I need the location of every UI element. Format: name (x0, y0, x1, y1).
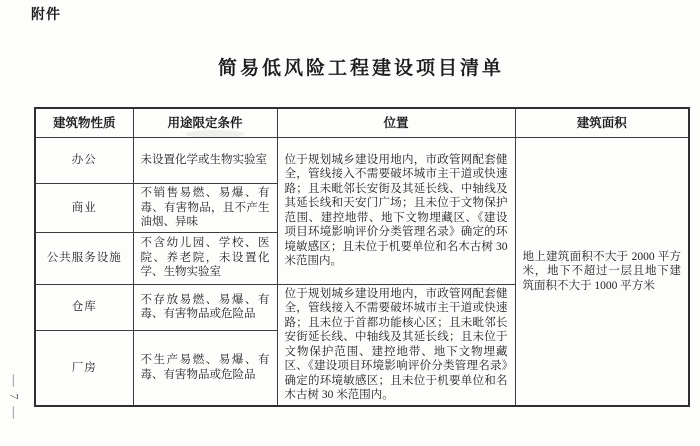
table-row (35, 138, 689, 184)
cell-nature-commercial: 商业 (35, 184, 133, 233)
cell-condition-office: 未设置化学或生物实验室 (133, 138, 277, 184)
cell-condition-commercial: 不销售易燃、易爆、有毒、有害物品，且不产生油烟、异味 (133, 184, 277, 233)
cell-condition-factory: 不生产易燃、易爆、有毒、有害物品或危险品 (133, 331, 277, 406)
cell-condition-public-service: 不含幼儿园、学校、医院、养老院，未设置化学、生物实验室 (133, 232, 277, 284)
cell-nature-public-service: 公共服务设施 (35, 232, 133, 284)
header-location: 位置 (277, 108, 515, 138)
cell-nature-factory: 厂房 (35, 331, 133, 406)
header-building-nature: 建筑物性质 (35, 108, 133, 138)
cell-building-area: 地上建筑面积不大于 2000 平方米，地下不超过一层且地下建筑面积不大于 1000 平方米 (515, 138, 689, 406)
document-title: 简易低风险工程建设项目清单 (217, 58, 504, 79)
cell-condition-warehouse: 不存放易燃、易爆、有毒、有害物品或危险品 (133, 284, 277, 331)
attachment-label: 附件 (31, 8, 61, 23)
page-number: — 7 — (7, 374, 22, 421)
table-header-row (35, 108, 689, 138)
cell-nature-office: 办公 (35, 138, 133, 184)
header-building-area: 建筑面积 (515, 108, 689, 138)
cell-location-group-2: 位于规划城乡建设用地内，市政管网配套健全，管线接入不需要破坏城市主干道或快速路；且未位于首都功能核心区；且未毗邻长安街延长线、中轴线及其延长线；且未位于文物保护范围、建控地带、地下文物埋藏区、《建设项目环境影响评价分类管理名录》确定的环境敏感区；且未位于机要单位和名木古树 30 米范围内。 (277, 284, 515, 406)
project-list-table (34, 107, 690, 407)
cell-location-group-1: 位于规划城乡建设用地内，市政管网配套健全，管线接入不需要破坏城市主干道或快速路；且未毗邻长安街及其延长线、中轴线及其延长线和天安门广场；且未位于文物保护范围、建控地带、地下文物埋藏区、《建设项目环境影响评价分类管理名录》确定的环境敏感区；且未位于机要单位和名木古树 30 米范围内。 (277, 138, 515, 285)
header-usage-condition: 用途限定条件 (133, 108, 277, 138)
cell-nature-warehouse: 仓库 (35, 284, 133, 331)
